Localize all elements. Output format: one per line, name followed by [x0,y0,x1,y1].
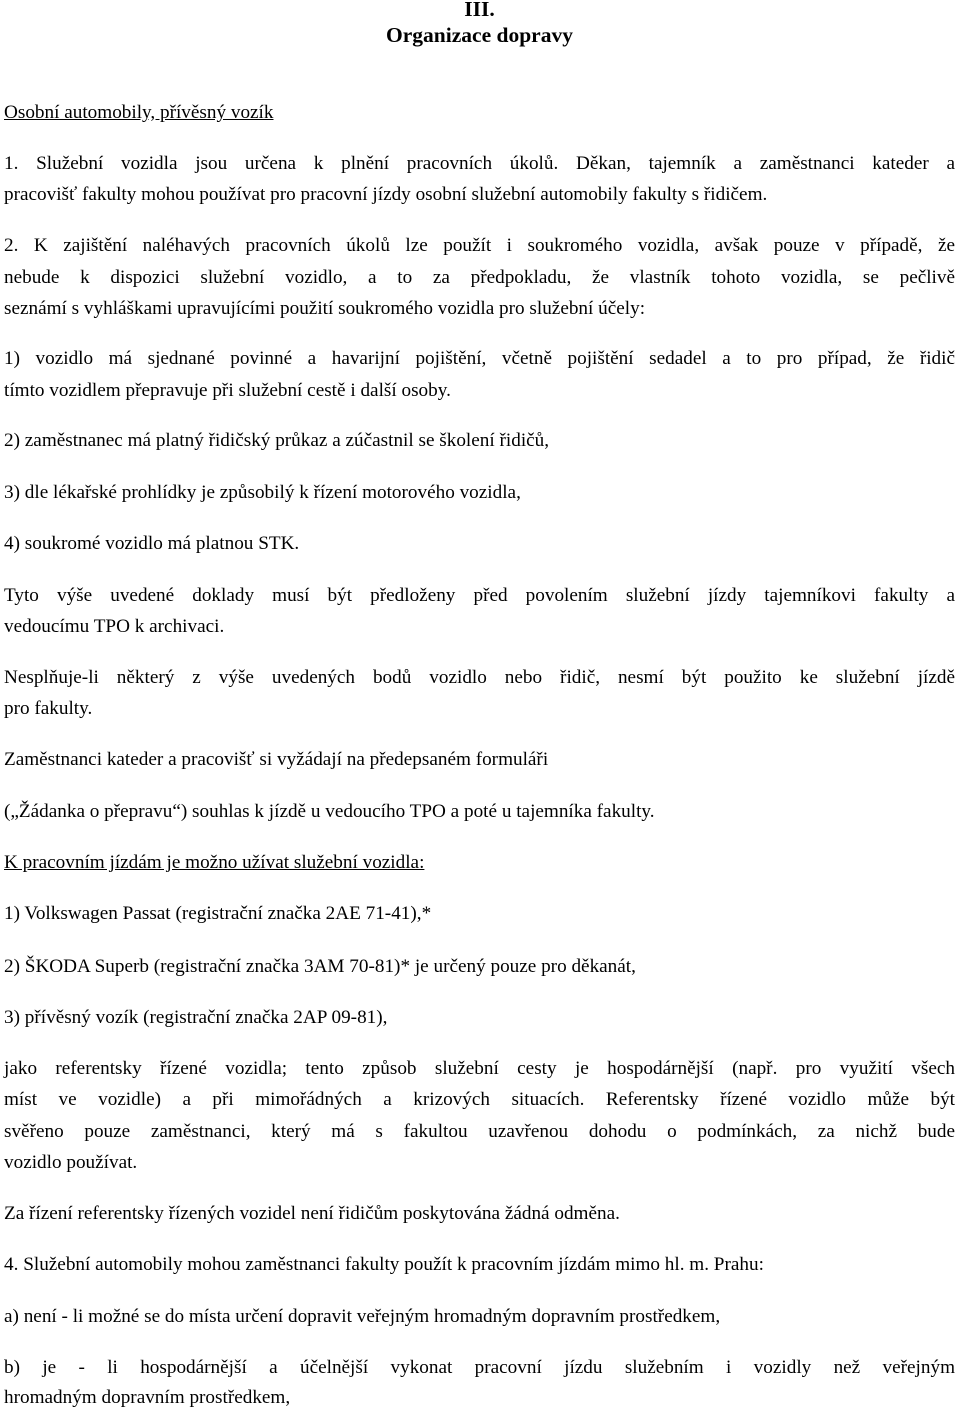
request-para-line-1: Zaměstnanci kateder a pracovišť si vyžádají na předepsaném formuláři [4,749,549,770]
reward-para: Za řízení referentsky řízených vozidel není řidičům poskytována žádná odměna. [4,1203,620,1224]
vehicle-2: 2) ŠKODA Superb (registrační značka 3AM 70-81)* je určený pouze pro děkanát, [4,956,636,977]
item-4-a: a) není - li možné se do místa určení dopravit veřejným hromadným dopravním prostředkem, [4,1306,721,1327]
documents-para-line-1: Tyto výše uvedené doklady musí být předloženy před povolením služební jízdy tajemníkovi fakulty a [4,585,955,606]
item-4-b-line-1: b) je - li hospodárnější a účelnější vykonat pracovní jízdu služebním i vozidly než veřejným [4,1357,955,1378]
condition-4: 4) soukromé vozidlo má platnou STK. [4,533,300,554]
noncompliance-para-line-1: Nesplňuje-li některý z výše uvedených bodů vozidlo nebo řidič, nesmí být použito ke služební jízdě [4,667,955,688]
item-1-line-2: pracovišť fakulty mohou používat pro pracovní jízdy osobní služební automobily fakulty s řidičem. [4,184,768,205]
referent-para-line-3: svěřeno pouze zaměstnanci, který má s fakultou uzavřenou dohodu o podmínkách, za nichž bude [4,1121,955,1142]
item-4-b-line-2: hromadným dopravním prostředkem, [4,1387,291,1408]
vehicles-heading: K pracovním jízdám je možno užívat služební vozidla: [4,852,425,873]
documents-para-line-2: vedoucímu TPO k archivaci. [4,616,225,637]
condition-2: 2) zaměstnanec má platný řidičský průkaz a zúčastnil se školení řidičů, [4,430,550,451]
vehicle-1: 1) Volkswagen Passat (registrační značka 2AE 71-41),* [4,903,432,924]
item-2-line-1: 2. K zajištění naléhavých pracovních úkolů lze použít i soukromého vozidla, avšak pouze v případě, že [4,235,955,256]
noncompliance-para-line-2: pro fakulty. [4,698,93,719]
vehicle-3: 3) přívěsný vozík (registrační značka 2AP 09-81), [4,1007,388,1028]
condition-1-line-2: tímto vozidlem přepravuje při služební cestě i další osoby. [4,380,451,401]
condition-1-line-1: 1) vozidlo má sjednané povinné a havarijní pojištění, včetně pojištění sedadel a to pro případ, že řidič [4,348,955,369]
item-2-line-2: nebude k dispozici služební vozidlo, a to za předpokladu, že vlastník tohoto vozidla, se pečlivě [4,267,955,288]
referent-para-line-4: vozidlo používat. [4,1152,138,1173]
item-2-line-3: seznámí s vyhláškami upravujícími použití soukromého vozidla pro služební účely: [4,298,646,319]
section-title: Osobní automobily, přívěsný vozík [4,102,274,123]
item-1-line-1: 1. Služební vozidla jsou určena k plnění pracovních úkolů. Děkan, tajemník a zaměstnanci kateder a [4,153,955,174]
request-para-line-2: („Žádanka o přepravu“) souhlas k jízdě u vedoucího TPO a poté u tajemníka fakulty. [4,801,655,822]
referent-para-line-1: jako referentsky řízené vozidla; tento způsob služební cesty je hospodárnější (např. pro využití všech [4,1058,955,1079]
item-4-intro: 4. Služební automobily mohou zaměstnanci fakulty použít k pracovním jízdám mimo hl. m. Prahu: [4,1254,764,1275]
chapter-number: III. [464,0,495,21]
condition-3: 3) dle lékařské prohlídky je způsobilý k řízení motorového vozidla, [4,482,521,503]
page-title: Organizace dopravy [386,23,573,47]
referent-para-line-2: míst ve vozidle) a při mimořádných a krizových situacích. Referentsky řízené vozidlo může být [4,1089,955,1110]
